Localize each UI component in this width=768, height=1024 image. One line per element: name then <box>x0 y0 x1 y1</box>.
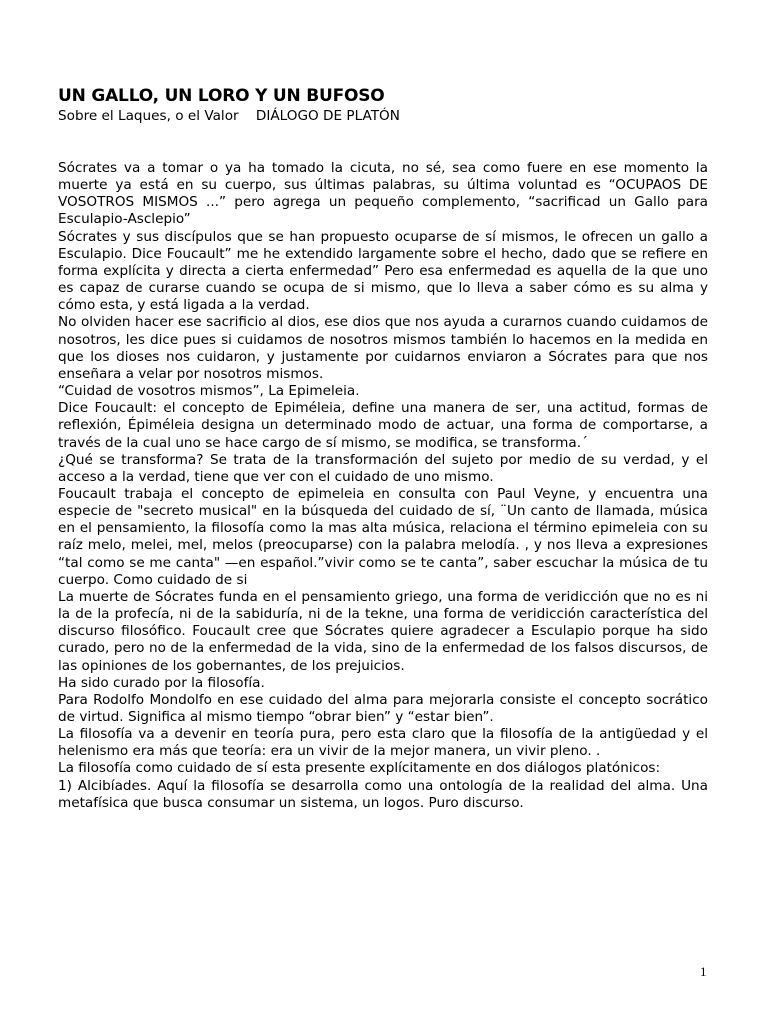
paragraph: Foucault trabaja el concepto de epimeleia en consulta con Paul Veyne, y encuentra una especie de "secreto musical" en la búsqueda del cuidado de sí, ¨Un canto de llamada, música en el pensamiento, la filosofía como la mas alta música, relaciona el término epimeleia con su raíz melo, melei, mel, melos (preocuparse) con la palabra melodía. , y nos lleva a expresiones “tal como se me canta" —en español.”vivir como se te canta”, saber escuchar la música de tu cuerpo. Como cuidado de si <box>58 485 708 588</box>
paragraph: La filosofía como cuidado de sí esta presente explícitamente en dos diálogos platónicos: <box>58 760 661 777</box>
paragraph: Dice Foucault: el concepto de Epiméleia, define una manera de ser, una actitud, formas de reflexión, Épiméleia designa un determinado modo de actuar, una forma de comportarse, a través de la cual uno se hace cargo de sí mismo, se modifica, se transforma.´ <box>58 400 708 451</box>
document-page <box>58 85 708 812</box>
paragraph: Sócrates y sus discípulos que se han propuesto ocuparse de sí mismos, le ofrecen un gallo a Esculapio. Dice Foucault” me he extendido largamente sobre el hecho, dado que se refiere en forma explícita y directa a cierta enfermedad” Pero esa enfermedad es aquella de la que uno es capaz de curarse cuando se ocupa de si mismo, que lo lleva a saber cómo es su alma y cómo esta, y está ligada a la verdad. <box>58 228 708 314</box>
paragraph: Sócrates va a tomar o ya ha tomado la cicuta, no sé, sea como fuere en ese momento la muerte ya está en su cuerpo, sus últimas palabras, su última voluntad es “OCUPAOS DE VOSOTROS MISMOS ...” pero agrega un pequeño complemento, “sacrificad un Gallo para Esculapio-Asclepio” <box>58 160 708 228</box>
paragraph: Para Rodolfo Mondolfo en ese cuidado del alma para mejorarla consiste el concepto socrático de virtud. Significa al mismo tiempo “obrar bien” y “estar bien”. <box>58 691 708 725</box>
paragraph: 1) Alcibíades. Aquí la filosofía se desarrolla como una ontología de la realidad del alma. Una metafísica que busca consumar un sistema, un logos. Puro discurso. <box>58 777 708 811</box>
paragraph: La muerte de Sócrates funda en el pensamiento griego, una forma de veridicción que no es ni la de la profecía, ni de la sabiduría, ni de la tekne, una forma de veridicción característica del discurso filosófico. Foucault cree que Sócrates quiere agradecer a Esculapio porque ha sido curado, pero no de la enfermedad de la vida, sino de la enfermedad de los falsos discursos, de las opiniones de los gobernantes, de los prejuicios. <box>58 588 708 674</box>
paragraph: No olviden hacer ese sacrificio al dios, ese dios que nos ayuda a curarnos cuando cuidamos de nosotros, les dice pues si cuidamos de nosotros mismos también lo hacemos en la medida en que los dioses nos cuidaron, y justamente por cuidarnos enviaron a Sócrates para que nos enseñara a velar por nosotros mismos. <box>58 314 708 382</box>
paragraph: ¿Qué se transforma? Se trata de la transformación del sujeto por medio de su verdad, y el acceso a la verdad, tiene que ver con el cuidado de uno mismo. <box>58 451 708 485</box>
document-title: UN GALLO, UN LORO Y UN BUFOSO <box>58 86 385 106</box>
document-subtitle: Sobre el Laques, o el Valor DIÁLOGO DE PLATÓN <box>58 108 400 124</box>
paragraph: La filosofía va a devenir en teoría pura, pero esta claro que la filosofía de la antigüedad y el helenismo era más que teoría: era un vivir de la mejor manera, un vivir pleno. . <box>58 726 708 760</box>
page-number: 1 <box>700 964 707 979</box>
paragraph: Ha sido curado por la filosofía. <box>58 674 265 691</box>
document-body <box>58 160 708 812</box>
paragraph: “Cuidad de vosotros mismos”, La Epimeleia. <box>58 383 360 400</box>
